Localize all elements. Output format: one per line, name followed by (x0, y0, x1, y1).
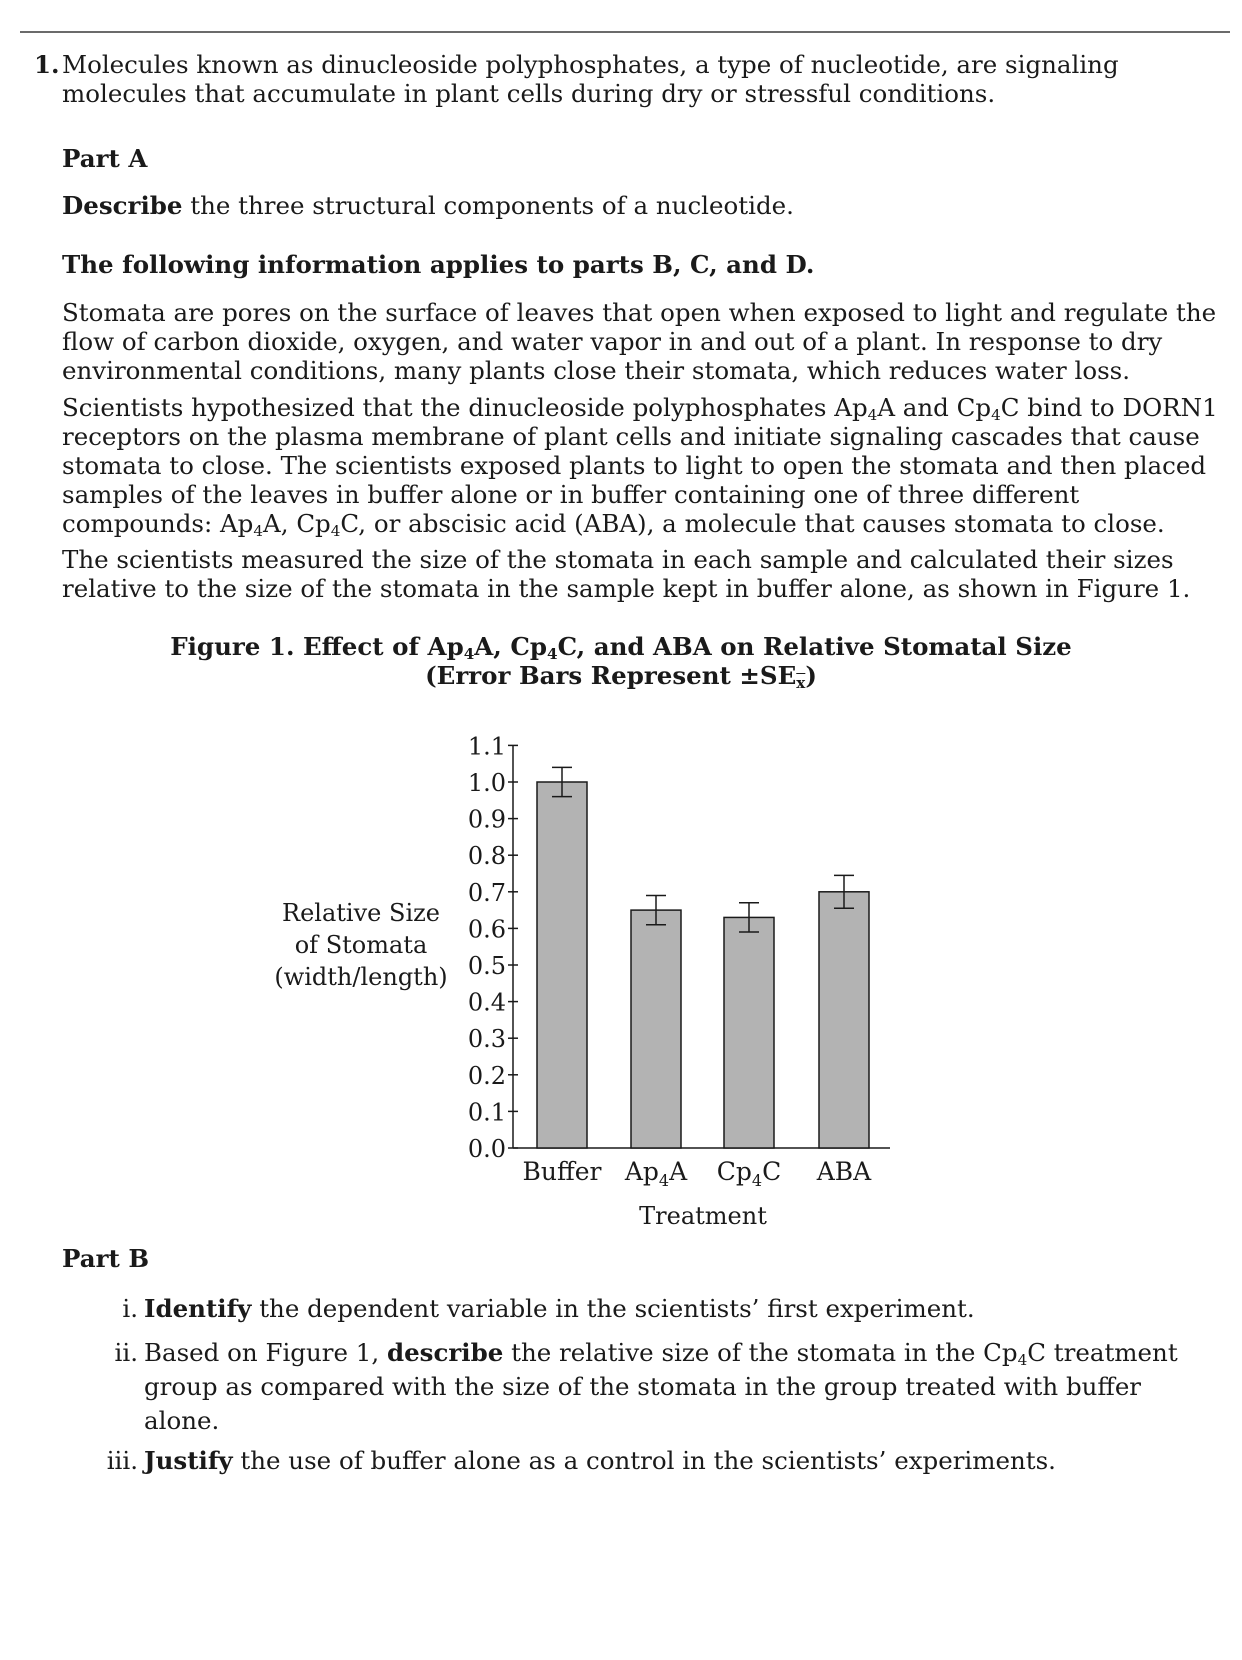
y-tick-label: 0.2 (467, 1061, 506, 1090)
y-tick-label: 0.9 (467, 805, 506, 834)
item-iii-text: the use of buffer alone as a control in the scientists’ experiments. (232, 1446, 1056, 1475)
item-i-text: the dependent variable in the scientists’ first experiment. (251, 1294, 975, 1323)
y-axis-title-line: Relative Size (282, 899, 440, 927)
y-axis-title-line: of Stomata (294, 931, 428, 959)
fig-sub: 4 (463, 644, 475, 663)
y-axis-title-line: (width/length) (274, 963, 448, 991)
part-a-heading: Part A (62, 144, 148, 173)
roman-ii: ii. (114, 1338, 138, 1367)
p2-e: C, or abscisic acid (ABA), a molecule that causes stomata to close. (340, 509, 1165, 538)
item-ii-text-a: the relative size of the stomata in the Cp (503, 1338, 1018, 1367)
p2-sub: 4 (991, 405, 1001, 424)
p2-sub: 4 (253, 521, 264, 540)
question-intro-text: Molecules known as dinucleoside polyphosphates, a type of nucleotide, are signaling molecules that accumulate in plant cells during dry or stressful conditions. (62, 50, 1119, 108)
figure-title (0, 632, 1242, 662)
item-ii-text-b: C treatment group as compared with the size of the stomata in the group treated with buffer alone. (144, 1338, 1178, 1435)
p2-sub: 4 (867, 405, 878, 424)
part-b-items (62, 1292, 1222, 1478)
part-a-text: the three structural components of a nucleotide. (182, 191, 794, 220)
roman-iii: iii. (106, 1446, 138, 1475)
item-ii-sub: 4 (1017, 1350, 1028, 1369)
p2-c: C bind to DORN1 receptors on the plasma membrane of plant cells and initiate signaling cascades that cause stomata to close. The scientists exposed plants to light to open the stomata and then placed samples of the leaves in buffer alone or in buffer containing one of three different compounds: Ap (62, 393, 1218, 538)
fig-subtitle-b: ) (805, 661, 817, 690)
paragraph-hypothesis (62, 393, 1222, 538)
item-iii-verb: Justify (144, 1446, 233, 1475)
y-tick-label: 0.8 (467, 842, 506, 871)
x-tick-label: $Ap_4A$ (624, 1157, 688, 1190)
fig-title-a: Figure 1. Effect of Ap (170, 632, 464, 661)
p2-sub: 4 (330, 521, 341, 540)
paragraph-measurement: The scientists measured the size of the stomata in each sample and calculated their sizes relative to the size of the stomata in the sample kept in buffer alone, as shown in Figure 1. (62, 545, 1191, 603)
roman-i: i. (122, 1294, 138, 1323)
item-i-verb: Identify (144, 1294, 252, 1323)
bar-aba (819, 892, 869, 1148)
p2-d: A, Cp (263, 509, 331, 538)
part-a-verb: Describe (62, 191, 183, 220)
bar-ap4a (631, 910, 681, 1148)
part-b-item-iii (62, 1444, 1222, 1478)
x-axis-title: Treatment (639, 1202, 767, 1230)
bar-cp4c (724, 917, 774, 1148)
question-intro (34, 50, 1214, 108)
paragraph-stomata: Stomata are pores on the surface of leaves that open when exposed to light and regulate the flow of carbon dioxide, oxygen, and water vapor in and out of a plant. In response to dry environmental conditions, many plants close their stomata, which reduces water loss. (62, 298, 1217, 385)
p2-b: A and Cp (877, 393, 992, 422)
part-b-item-ii (62, 1336, 1222, 1438)
fig-sub: 4 (546, 644, 558, 663)
y-tick-label: 1.1 (467, 732, 506, 761)
y-tick-label: 0.1 (467, 1098, 506, 1127)
part-b-heading: Part B (62, 1244, 150, 1273)
y-tick-label: 0.4 (467, 988, 506, 1017)
fig-subtitle-sub: x (796, 673, 806, 692)
bar-buffer (537, 782, 587, 1148)
question-number: 1. (34, 50, 60, 79)
x-tick-label: Buffer (522, 1157, 602, 1186)
info-heading: The following information applies to parts B, C, and D. (62, 250, 815, 279)
y-tick-label: 0.7 (467, 878, 506, 907)
part-b-item-i (62, 1292, 1222, 1326)
p2-a: Scientists hypothesized that the dinucleoside polyphosphates Ap (62, 393, 868, 422)
figure-subtitle (0, 661, 1242, 691)
fig-title-b: A, Cp (474, 632, 547, 661)
top-rule (20, 31, 1230, 33)
x-tick-label: $Cp_4C$ (716, 1157, 782, 1190)
y-tick-label: 0.0 (467, 1135, 506, 1163)
y-tick-label: 0.6 (467, 915, 506, 944)
fig-subtitle-a: (Error Bars Represent ±SE (425, 661, 797, 690)
x-tick-label: ABA (816, 1157, 872, 1186)
fig-title-c: C, and ABA on Relative Stomatal Size (557, 632, 1072, 661)
y-tick-label: 1.0 (467, 769, 506, 797)
item-ii-pre: Based on Figure 1, (144, 1338, 387, 1367)
item-ii-verb: describe (386, 1338, 504, 1367)
y-tick-label: 0.5 (467, 952, 506, 980)
y-tick-label: 0.3 (467, 1025, 506, 1054)
part-a-prompt (62, 191, 1222, 222)
